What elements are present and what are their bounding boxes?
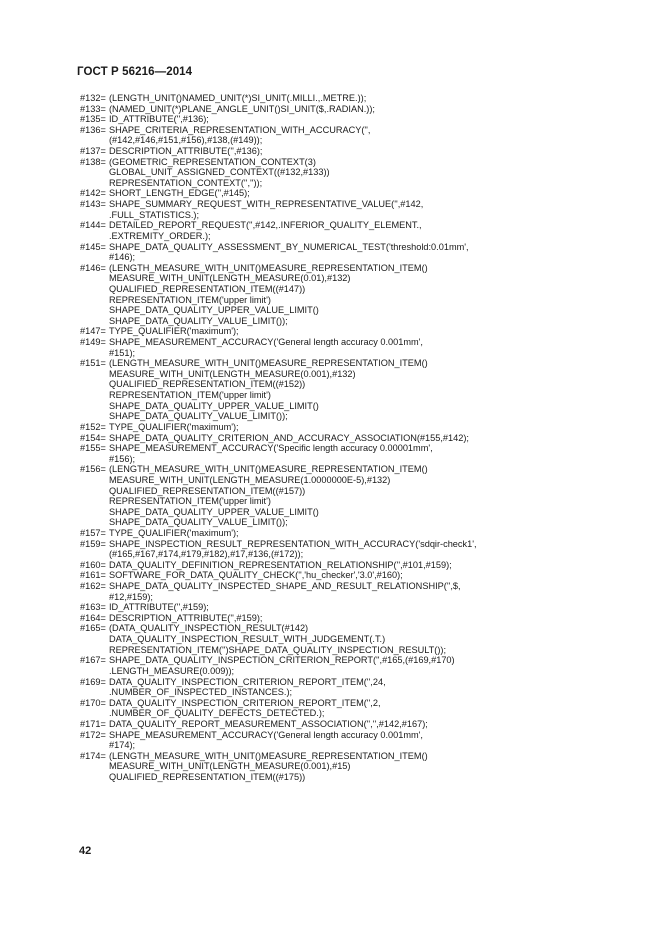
entity-id-label: #167= bbox=[80, 655, 106, 666]
entity-id-label: #151= bbox=[80, 358, 106, 369]
entity-id-label: #142= bbox=[80, 188, 106, 199]
entity-definition-text: DESCRIPTION_ATTRIBUTE('',#159); bbox=[109, 612, 263, 623]
entity-definition-text: SHAPE_SUMMARY_REQUEST_WITH_REPRESENTATIVE_VALUE('',#142, bbox=[109, 199, 424, 210]
entity-definition-text: SHAPE_DATA_QUALITY_ASSESSMENT_BY_NUMERICAL_TEST('threshold:0.01mm', bbox=[109, 241, 469, 252]
code-line bbox=[80, 539, 610, 550]
entity-id-label: #155= bbox=[80, 443, 106, 454]
code-line bbox=[80, 528, 610, 539]
entity-id-label bbox=[80, 252, 109, 263]
code-line bbox=[80, 104, 610, 115]
entity-definition-text: SHAPE_DATA_QUALITY_VALUE_LIMIT()); bbox=[109, 411, 288, 422]
entity-id-label bbox=[80, 687, 109, 698]
code-line bbox=[80, 507, 610, 518]
code-line bbox=[80, 295, 610, 306]
code-line bbox=[80, 125, 610, 136]
entity-id-label bbox=[80, 592, 109, 603]
entity-id-label bbox=[80, 549, 109, 560]
code-line bbox=[80, 252, 610, 263]
entity-id-label: #147= bbox=[80, 326, 106, 337]
entity-definition-text: MEASURE_WITH_UNIT(LENGTH_MEASURE(1.0000000E-5),#132) bbox=[109, 474, 391, 485]
entity-id-label bbox=[80, 401, 109, 412]
code-line bbox=[80, 581, 610, 592]
entity-definition-text: MEASURE_WITH_UNIT(LENGTH_MEASURE(0.001),#15) bbox=[109, 761, 351, 772]
entity-definition-text: ID_ATTRIBUTE('',#136); bbox=[109, 114, 209, 125]
entity-definition-text: SHAPE_DATA_QUALITY_INSPECTED_SHAPE_AND_RESULT_RELATIONSHIP('',$, bbox=[109, 581, 461, 592]
entity-id-label bbox=[80, 135, 109, 146]
entity-definition-text: (#165,#167,#174,#179,#182),#17,#136,(#172)); bbox=[109, 549, 304, 560]
code-line bbox=[80, 348, 610, 359]
entity-definition-text: REPRESENTATION_CONTEXT('','')); bbox=[109, 177, 263, 188]
entity-definition-text: DETAILED_REPORT_REQUEST('',#142,.INFERIOR_QUALITY_ELEMENT., bbox=[109, 220, 422, 231]
entity-id-label bbox=[80, 210, 109, 221]
code-line bbox=[80, 549, 610, 560]
entity-definition-text: TYPE_QUALIFIER('maximum'); bbox=[109, 527, 239, 538]
entity-id-label: #143= bbox=[80, 199, 106, 210]
code-line bbox=[80, 730, 610, 741]
entity-definition-text: DATA_QUALITY_INSPECTION_CRITERION_REPORT_ITEM('',2, bbox=[109, 697, 381, 708]
entity-id-label: #161= bbox=[80, 570, 106, 581]
code-line bbox=[80, 273, 610, 284]
code-line bbox=[80, 570, 610, 581]
code-line bbox=[80, 157, 610, 168]
code-line bbox=[80, 231, 610, 242]
entity-id-label: #136= bbox=[80, 124, 106, 135]
entity-definition-text: SHAPE_DATA_QUALITY_UPPER_VALUE_LIMIT() bbox=[109, 305, 319, 316]
entity-definition-text: QUALIFIED_REPRESENTATION_ITEM((#152)) bbox=[109, 379, 306, 390]
entity-id-label bbox=[80, 348, 109, 359]
code-line bbox=[80, 390, 610, 401]
code-line bbox=[80, 677, 610, 688]
entity-definition-text: REPRESENTATION_ITEM('upper limit') bbox=[109, 496, 271, 507]
code-line bbox=[80, 464, 610, 475]
entity-id-label bbox=[80, 369, 109, 380]
code-line bbox=[80, 337, 610, 348]
entity-id-label bbox=[80, 507, 109, 518]
code-line bbox=[80, 634, 610, 645]
code-line bbox=[80, 560, 610, 571]
entity-id-label bbox=[80, 305, 109, 316]
entity-id-label bbox=[80, 284, 109, 295]
entity-id-label: #172= bbox=[80, 729, 106, 740]
entity-id-label bbox=[80, 645, 109, 656]
code-line bbox=[80, 284, 610, 295]
code-line bbox=[80, 263, 610, 274]
entity-definition-text: DATA_QUALITY_INSPECTION_CRITERION_REPORT_ITEM('',24, bbox=[109, 676, 386, 687]
code-line bbox=[80, 93, 610, 104]
entity-definition-text: .NUMBER_OF_INSPECTED_INSTANCES.); bbox=[109, 687, 293, 698]
code-line bbox=[80, 475, 610, 486]
entity-definition-text: SHAPE_DATA_QUALITY_UPPER_VALUE_LIMIT() bbox=[109, 506, 319, 517]
page-number: 42 bbox=[79, 845, 92, 857]
entity-id-label: #159= bbox=[80, 538, 106, 549]
code-line bbox=[80, 188, 610, 199]
entity-id-label bbox=[80, 390, 109, 401]
code-line bbox=[80, 496, 610, 507]
code-line bbox=[80, 751, 610, 762]
entity-id-label: #132= bbox=[80, 93, 106, 103]
code-line bbox=[80, 613, 610, 624]
entity-id-label bbox=[80, 666, 109, 677]
entity-definition-text: (LENGTH_MEASURE_WITH_UNIT()MEASURE_REPRESENTATION_ITEM() bbox=[109, 262, 428, 273]
entity-id-label: #138= bbox=[80, 156, 106, 167]
entity-id-label: #133= bbox=[80, 103, 106, 114]
entity-id-label: #165= bbox=[80, 623, 106, 634]
entity-definition-text: #146); bbox=[109, 252, 136, 263]
entity-id-label: #146= bbox=[80, 262, 106, 273]
code-line bbox=[80, 210, 610, 221]
entity-id-label bbox=[80, 517, 109, 528]
entity-id-label bbox=[80, 496, 109, 507]
entity-definition-text: SHORT_LENGTH_EDGE('',#145); bbox=[109, 188, 250, 199]
entity-definition-text: GLOBAL_UNIT_ASSIGNED_CONTEXT((#132,#133)) bbox=[109, 167, 330, 178]
entity-definition-text: (LENGTH_UNIT()NAMED_UNIT(*)SI_UNIT(.MILLI.,.METRE.)); bbox=[109, 93, 367, 103]
code-line bbox=[80, 146, 610, 157]
code-line bbox=[80, 305, 610, 316]
code-line bbox=[80, 666, 610, 677]
code-line bbox=[80, 687, 610, 698]
code-line bbox=[80, 602, 610, 613]
entity-id-label bbox=[80, 772, 109, 783]
entity-id-label bbox=[80, 475, 109, 486]
entity-definition-text: (#142,#146,#151,#156),#138,(#149)); bbox=[109, 135, 263, 146]
entity-id-label bbox=[80, 167, 109, 178]
entity-id-label: #162= bbox=[80, 581, 106, 592]
step-code-listing bbox=[80, 93, 610, 783]
code-line bbox=[80, 719, 610, 730]
code-line bbox=[80, 358, 610, 369]
code-line bbox=[80, 167, 610, 178]
entity-definition-text: (DATA_QUALITY_INSPECTION_RESULT(#142) bbox=[109, 623, 309, 634]
entity-definition-text: (LENGTH_MEASURE_WITH_UNIT()MEASURE_REPRESENTATION_ITEM() bbox=[109, 464, 428, 475]
entity-definition-text: TYPE_QUALIFIER('maximum'); bbox=[109, 326, 239, 337]
code-line bbox=[80, 422, 610, 433]
code-line bbox=[80, 401, 610, 412]
entity-definition-text: SOFTWARE_FOR_DATA_QUALITY_CHECK('','hu_checker','3.0',#160); bbox=[109, 570, 403, 581]
entity-id-label bbox=[80, 231, 109, 242]
code-line bbox=[80, 454, 610, 465]
code-line bbox=[80, 114, 610, 125]
entity-definition-text: SHAPE_DATA_QUALITY_UPPER_VALUE_LIMIT() bbox=[109, 400, 319, 411]
code-line bbox=[80, 623, 610, 634]
entity-id-label bbox=[80, 295, 109, 306]
entity-id-label: #149= bbox=[80, 337, 106, 348]
entity-definition-text: REPRESENTATION_ITEM('')SHAPE_DATA_QUALITY_INSPECTION_RESULT()); bbox=[109, 644, 447, 655]
entity-id-label bbox=[80, 379, 109, 390]
entity-id-label: #156= bbox=[80, 464, 106, 475]
code-line bbox=[80, 772, 610, 783]
entity-definition-text: SHAPE_DATA_QUALITY_VALUE_LIMIT()); bbox=[109, 517, 288, 528]
entity-definition-text: (LENGTH_MEASURE_WITH_UNIT()MEASURE_REPRESENTATION_ITEM() bbox=[109, 358, 428, 369]
code-line bbox=[80, 517, 610, 528]
entity-id-label: #154= bbox=[80, 432, 106, 443]
entity-definition-text: DATA_QUALITY_INSPECTION_RESULT_WITH_JUDGEMENT(.T.) bbox=[109, 634, 386, 645]
entity-id-label: #171= bbox=[80, 718, 106, 729]
entity-definition-text: DATA_QUALITY_REPORT_MEASUREMENT_ASSOCIATION('','',#142,#167); bbox=[109, 718, 428, 729]
code-line bbox=[80, 369, 610, 380]
entity-id-label bbox=[80, 454, 109, 465]
entity-id-label bbox=[80, 761, 109, 772]
document-header: ГОСТ Р 56216—2014 bbox=[77, 66, 193, 78]
entity-definition-text: DESCRIPTION_ATTRIBUTE('',#136); bbox=[109, 146, 263, 157]
code-line bbox=[80, 592, 610, 603]
entity-id-label: #144= bbox=[80, 220, 106, 231]
entity-definition-text: (LENGTH_MEASURE_WITH_UNIT()MEASURE_REPRESENTATION_ITEM() bbox=[109, 750, 428, 761]
entity-definition-text: MEASURE_WITH_UNIT(LENGTH_MEASURE(0.01),#132) bbox=[109, 273, 351, 284]
entity-definition-text: .NUMBER_OF_QUALITY_DEFECTS_DETECTED.); bbox=[109, 708, 325, 719]
code-line bbox=[80, 379, 610, 390]
entity-id-label: #164= bbox=[80, 612, 106, 623]
entity-id-label: #160= bbox=[80, 559, 106, 570]
entity-definition-text: #156); bbox=[109, 453, 136, 464]
code-line bbox=[80, 655, 610, 666]
code-line bbox=[80, 433, 610, 444]
entity-definition-text: SHAPE_MEASUREMENT_ACCURACY('Specific length accuracy 0.00001mm', bbox=[109, 443, 433, 454]
entity-definition-text: QUALIFIED_REPRESENTATION_ITEM((#175)) bbox=[109, 772, 306, 782]
entity-id-label bbox=[80, 316, 109, 327]
entity-definition-text: SHAPE_MEASUREMENT_ACCURACY('General length accuracy 0.001mm', bbox=[109, 729, 423, 740]
entity-id-label: #163= bbox=[80, 602, 106, 613]
code-line bbox=[80, 326, 610, 337]
entity-definition-text: REPRESENTATION_ITEM('upper limit') bbox=[109, 390, 271, 401]
code-line bbox=[80, 178, 610, 189]
entity-definition-text: QUALIFIED_REPRESENTATION_ITEM((#147)) bbox=[109, 283, 306, 294]
entity-id-label bbox=[80, 740, 109, 751]
entity-id-label bbox=[80, 273, 109, 284]
entity-definition-text: #174); bbox=[109, 740, 136, 751]
entity-definition-text: ID_ATTRIBUTE('',#159); bbox=[109, 602, 209, 613]
code-line bbox=[80, 443, 610, 454]
entity-definition-text: TYPE_QUALIFIER('maximum'); bbox=[109, 421, 239, 432]
entity-id-label bbox=[80, 486, 109, 497]
entity-definition-text: SHAPE_INSPECTION_RESULT_REPRESENTATION_WITH_ACCURACY('sdqir-check1', bbox=[109, 538, 477, 549]
code-line bbox=[80, 316, 610, 327]
entity-id-label: #135= bbox=[80, 114, 106, 125]
entity-definition-text: #151); bbox=[109, 347, 136, 358]
entity-id-label bbox=[80, 178, 109, 189]
code-line bbox=[80, 411, 610, 422]
code-line bbox=[80, 645, 610, 656]
entity-definition-text: .FULL_STATISTICS.); bbox=[109, 209, 200, 220]
entity-id-label bbox=[80, 708, 109, 719]
entity-definition-text: DATA_QUALITY_DEFINITION_REPRESENTATION_RELATIONSHIP('',#101,#159); bbox=[109, 559, 452, 570]
entity-id-label bbox=[80, 634, 109, 645]
code-line bbox=[80, 761, 610, 772]
code-line bbox=[80, 242, 610, 253]
entity-id-label: #145= bbox=[80, 241, 106, 252]
entity-id-label: #152= bbox=[80, 421, 106, 432]
entity-definition-text: SHAPE_DATA_QUALITY_CRITERION_AND_ACCURACY_ASSOCIATION(#155,#142); bbox=[109, 432, 469, 443]
entity-definition-text: MEASURE_WITH_UNIT(LENGTH_MEASURE(0.001),#132) bbox=[109, 368, 356, 379]
entity-definition-text: .EXTREMITY_ORDER.); bbox=[109, 230, 211, 241]
code-line bbox=[80, 486, 610, 497]
entity-definition-text: .LENGTH_MEASURE(0.009)); bbox=[109, 665, 235, 676]
code-line bbox=[80, 199, 610, 210]
entity-definition-text: QUALIFIED_REPRESENTATION_ITEM((#157)) bbox=[109, 485, 306, 496]
entity-id-label bbox=[80, 411, 109, 422]
entity-id-label: #170= bbox=[80, 697, 106, 708]
entity-definition-text: SHAPE_DATA_QUALITY_INSPECTION_CRITERION_REPORT('',#165,(#169,#170) bbox=[109, 655, 455, 666]
entity-id-label: #157= bbox=[80, 527, 106, 538]
entity-definition-text: SHAPE_CRITERIA_REPRESENTATION_WITH_ACCURACY('', bbox=[109, 124, 371, 135]
code-line bbox=[80, 740, 610, 751]
entity-id-label: #137= bbox=[80, 146, 106, 157]
entity-definition-text: (NAMED_UNIT(*)PLANE_ANGLE_UNIT()SI_UNIT($,.RADIAN.)); bbox=[109, 103, 375, 114]
code-line bbox=[80, 135, 610, 146]
code-line bbox=[80, 708, 610, 719]
entity-id-label: #174= bbox=[80, 750, 106, 761]
code-line bbox=[80, 698, 610, 709]
entity-definition-text: SHAPE_MEASUREMENT_ACCURACY('General length accuracy 0.001mm', bbox=[109, 337, 423, 348]
entity-definition-text: SHAPE_DATA_QUALITY_VALUE_LIMIT()); bbox=[109, 315, 288, 326]
entity-definition-text: REPRESENTATION_ITEM('upper limit') bbox=[109, 294, 271, 305]
entity-definition-text: (GEOMETRIC_REPRESENTATION_CONTEXT(3) bbox=[109, 156, 316, 167]
entity-id-label: #169= bbox=[80, 676, 106, 687]
entity-definition-text: #12,#159); bbox=[109, 591, 153, 602]
code-line bbox=[80, 220, 610, 231]
